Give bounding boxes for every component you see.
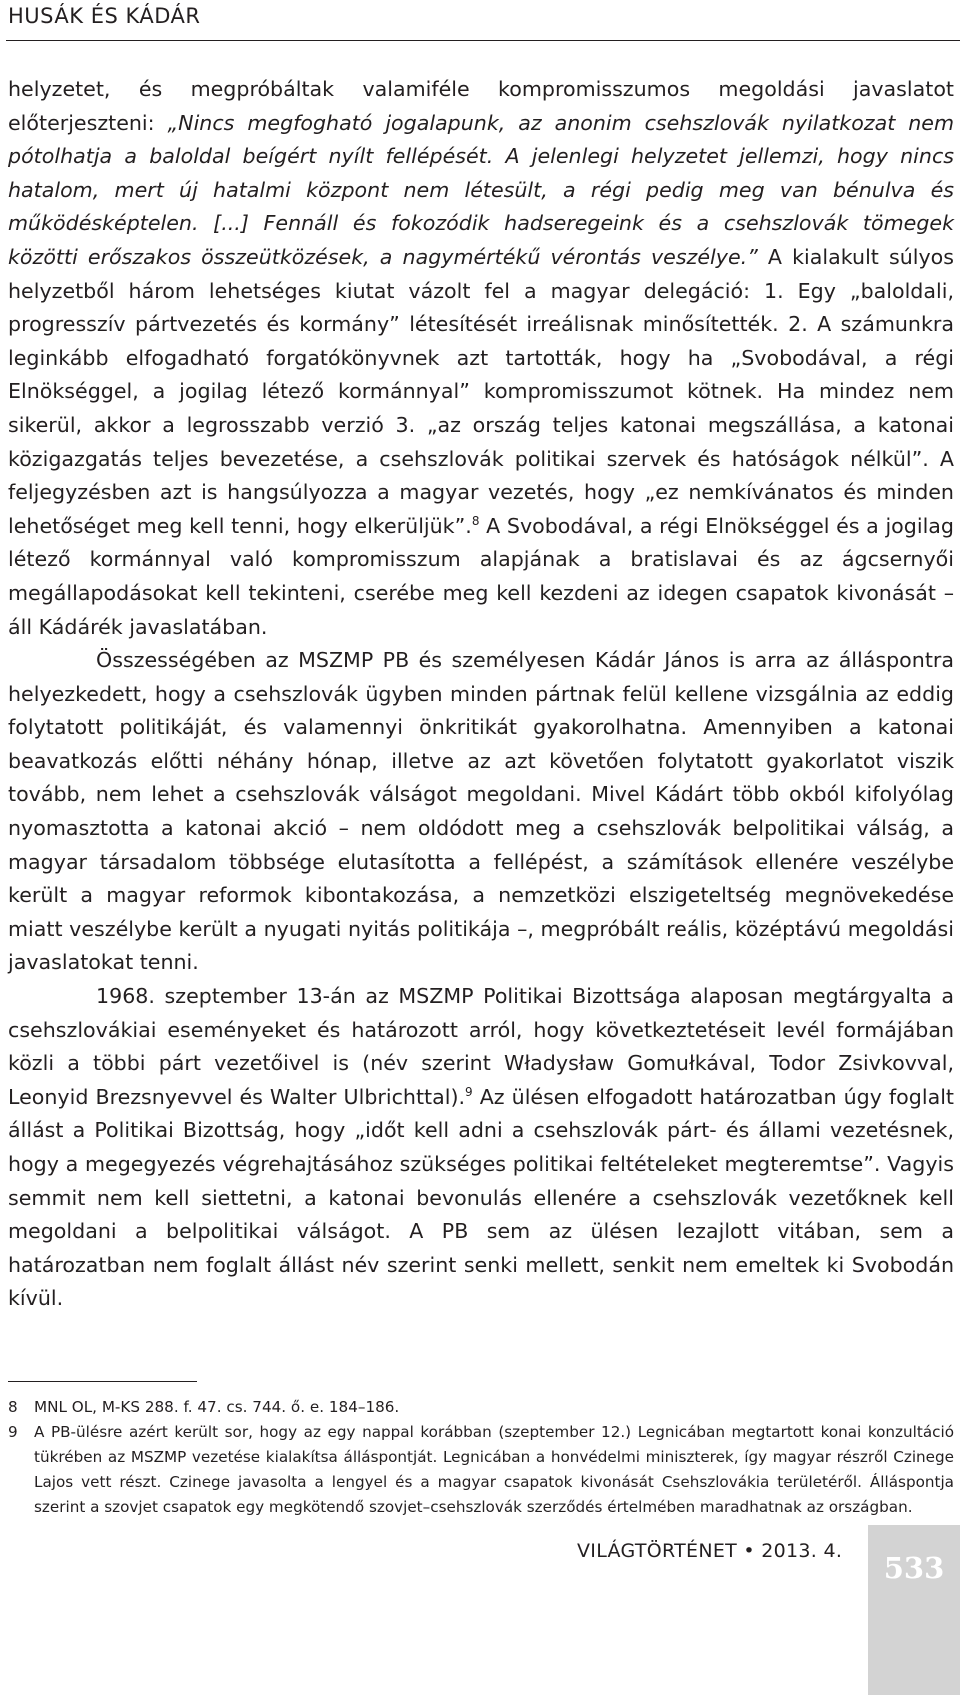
- body-text: [8, 73, 954, 1316]
- paragraph-3-text-b: Az ülésen elfogadott határozatban úgy foglalt állást a Politikai Bizottság, hogy „időt kell adni a csehszlovák párt- és állami vezetésnek, hogy a megegyezés végrehajtásához szükséges politikai feltételeket megteremtse”. Vagyis semmit nem kell siettetni, a katonai bevonulás ellenére a csehszlovák vezetőknek kell megoldani a belpolitikai válságot. A PB sem az ülésen lezajlott vitában, sem a határozatban nem foglalt állást név szerint senki mellett, senkit nem emeltek ki Svobodán kívül.: [8, 1084, 954, 1311]
- paragraph-3: [8, 980, 954, 1316]
- footnote-ref-8[interactable]: 8: [471, 513, 480, 528]
- running-header: [6, 0, 960, 41]
- footnotes: [8, 1395, 954, 1520]
- page-number: 533: [883, 1551, 945, 1585]
- footnote-9: [8, 1420, 954, 1520]
- paragraph-1: [8, 73, 954, 644]
- footnote-8: [8, 1395, 954, 1420]
- paragraph-1-quote: „Nincs megfogható jogalapunk, az anonim csehszlovák nyilatkozat nem pótolhatja a baloldal beígért nyílt fellépését. A jelenlegi helyzetet jellemzi, hogy nincs hatalom, mert új hatalmi központ nem létesült, a régi pedig meg van bénulva és működésképtelen. [...] Fennáll és fokozódik hadseregeink és a csehszlovák tömegek közötti erőszakos összeütközések, a nagymértékű vérontás veszélye.”: [8, 110, 955, 269]
- paragraph-1-text-c: A Svobodával, a régi Elnökséggel és a jogilag létező kormánnyal való kompromisszum alapjának a bratislavai és az ágcsernyői megállapodásokat kell tekinteni, cserébe meg kell kezdeni az idegen csapatok kivonását – áll Kádárék javaslatában.: [8, 513, 954, 639]
- paragraph-2: Összességében az MSZMP PB és személyesen Kádár János is arra az álláspontra helyezkedett, hogy a csehszlovák ügyben minden pártnak felül kellene vizsgálnia az eddig folytatott politikáját, és valamennyi önkritikát gyakorolhatna. Amennyiben a katonai beavatkozás előtti néhány hónap, illetve az azt követően folytatott gyakorlatot viszik tovább, nem lehet a csehszlovák válságot megoldani. Mivel Kádárt több okból kifolyólag nyomasztotta a katonai akció – nem oldódott meg a csehszlovák belpolitikai válság, a magyar társadalom többsége elutasította a fellépést, a számítások ellenére veszélybe került a magyar reformok kibontakozása, a nemzetközi elszigeteltség megnövekedése miatt veszélybe került a nyugati nyitás politikája –, megpróbált reális, középtávú megoldási javaslatokat tenni.: [8, 648, 954, 975]
- footnote-number: 9: [8, 1423, 18, 1441]
- paragraph-1-text-b: A kialakult súlyos helyzetből három lehetséges kiutat vázolt fel a magyar delegáció: 1. Egy „baloldali, progresszív pártvezetés és kormány” létesítését irreálisnak minősítették. 2. A számunkra leginkább elfogadható forgatókönyvnek azt tartották, hogy ha „Svobodával, a régi Elnökséggel, a jogilag létező kormánnyal” kompromisszumot kötnek. Ha mindez nem sikerül, akkor a legrosszabb verzió 3. „az ország teljes katonai megszállása, a katonai közigazgatás teljes bevezetése, a csehszlovák politikai szervek és hatóságok nélkül”. A feljegyzésben azt is hangsúlyozza a magyar vezetés, hogy „ez nemkívánatos és minden lehetőséget meg kell tenni, hogy elkerüljük”.: [8, 244, 954, 538]
- journal-name: VILÁGTÖRTÉNET • 2013. 4.: [577, 1540, 843, 1562]
- running-header-title: HUSÁK ÉS KÁDÁR: [8, 4, 201, 28]
- paragraph-1-text-a: helyzetet, és megpróbáltak valamiféle kompromisszumos megoldási javaslatot előterjeszteni:: [8, 77, 954, 135]
- footnote-number: 8: [8, 1398, 18, 1416]
- footnote-text: A PB-ülésre azért került sor, hogy az egy nappal korábban (szeptember 12.) Legnicában megtartott konai konzultáció tükrében az MSZMP vezetése kialakítsa álláspontját. Legnicában a honvédelmi miniszterek, így magyar részről Czinege Lajos vett részt. Czinege javasolta a lengyel és a magyar csapatok kivonását Csehszlovákia területéről. Álláspontja szerint a szovjet csapatok egy megkötendő szovjet–csehszlovák szerződés értelmében maradhatnak az országban.: [34, 1423, 954, 1516]
- footnote-separator: [8, 1381, 197, 1382]
- footnote-ref-9[interactable]: 9: [465, 1084, 473, 1099]
- page-number-box: [868, 1525, 960, 1695]
- paragraph-3-text-a: 1968. szeptember 13-án az MSZMP Politikai Bizottsága alaposan megtárgyalta a csehszlovákiai eseményeket és határozott arról, hogy következtetéseit levél formájában közli a többi párt vezetőivel is (név szerint Władysław Gomułkával, Todor Zsivkovval, Leonyid Brezsnyevvel és Walter Ulbrichttal).: [8, 984, 954, 1109]
- footnote-text: MNL OL, M-KS 288. f. 47. cs. 744. ő. e. 184–186.: [34, 1398, 400, 1416]
